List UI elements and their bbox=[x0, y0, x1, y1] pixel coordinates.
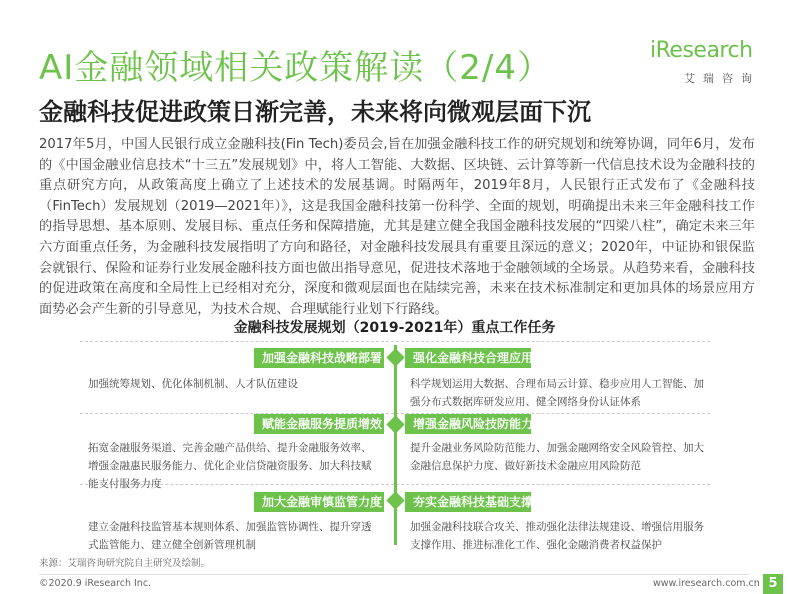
task-label-risk: 增强金融风险技防能力 bbox=[405, 414, 531, 434]
task-detail-foundation: 加强金融科技联合攻关、推动强化法律法规建设、增强信用服务支撑作用、推进标准化工作、强化金融消费者权益保护 bbox=[410, 521, 704, 551]
diagram-title: 金融科技发展规划（2019-2021年）重点工作任务 bbox=[233, 320, 556, 336]
task-label-strategy: 加强金融科技战略部署 bbox=[254, 348, 384, 368]
logo-tagline: 艾瑞咨询 bbox=[684, 72, 760, 85]
task-detail-service: 拓宽金融服务渠道、完善金融产品供给、提升金融服务效率、增强金融惠民服务能力、优化企业信贷融资服务、加大科技赋能支付服务力度 bbox=[88, 442, 372, 490]
source-note: 来源：艾瑞咨询研究院自主研究及绘制。 bbox=[39, 558, 211, 569]
task-detail-strategy: 加强统筹规划、优化体制机制、人才队伍建设 bbox=[88, 378, 298, 390]
task-label-application: 强化金融科技合理应用 bbox=[405, 348, 531, 368]
timeline-axis bbox=[394, 345, 397, 545]
copyright: ©2020.9 iResearch Inc. bbox=[39, 578, 152, 589]
timeline-node bbox=[386, 348, 404, 366]
timeline-node bbox=[386, 415, 404, 433]
task-detail-risk: 提升金融业务风险防范能力、加强金融网络安全风险管控、加大金融信息保护力度、做好新技术金融应用风险防范 bbox=[410, 442, 704, 472]
page-title: AI金融领域相关政策解读（2/4） bbox=[39, 48, 553, 88]
website-link[interactable]: www.iresearch.com.cn bbox=[653, 578, 760, 589]
task-label-service: 赋能金融服务提质增效 bbox=[254, 414, 384, 434]
timeline-node bbox=[386, 491, 404, 509]
task-detail-application: 科学规划运用大数据、合理布局云计算、稳步应用人工智能、加强分布式数据库研发应用、健全网络身份认证体系 bbox=[410, 378, 704, 408]
body-paragraph: 2017年5月，中国人民银行成立金融科技(Fin Tech)委员会,旨在加强金融科技工作的研究规划和统筹协调，同年6月，发布的《中国金融业信息技术“十三五”发展规划》中，将人工智能、大数据、区块链、云计算等新一代信息技术设为金融科技的重点研究方向，从政策高度上确立了上述技术的发展基调。时隔两年，2019年8月，人民银行正式发布了《金融科技（FinTech）发展规划（2019—2021年）》，这是我国金融科技第一份科学、全面的规划，明确提出未来三年金融科技工作的指导思想、基本原则、发展目标、重点任务和保障措施，尤其是建立健全我国金融科技发展的“四梁八柱”，确定未来三年六方面重点任务，为金融科技发展指明了方向和路径，对金融科技发展具有重要且深远的意义；2020年，中证协和银保监会就银行、保险和证券行业发展金融科技方面也做出指导意见，促进技术落地于金融领域的全场景。从趋势来看，金融科技的促进政策在高度和全局性上已经相对充分，深度和微观层面也在陆续完善，未来在技术标准制定和更加具体的场景应用方面势必会产生新的引导意见，为技术合规、合理赋能行业划下行路线。 bbox=[39, 137, 755, 317]
page-number: 5 bbox=[763, 574, 783, 594]
task-label-regulation: 加大金融审慎监管力度 bbox=[254, 492, 384, 512]
iresearch-logo bbox=[650, 38, 760, 88]
task-detail-regulation: 建立金融科技监管基本规则体系、加强监管协调性、提升穿透式监管能力、建立健全创新管理机制 bbox=[88, 521, 372, 551]
page-subtitle: 金融科技促进政策日渐完善，未来将向微观层面下沉 bbox=[39, 98, 591, 126]
task-label-foundation: 夯实金融科技基础支撑 bbox=[405, 492, 531, 512]
logo-wordmark: iResearch bbox=[650, 38, 753, 63]
footer-divider bbox=[39, 574, 749, 575]
divider bbox=[80, 341, 710, 342]
